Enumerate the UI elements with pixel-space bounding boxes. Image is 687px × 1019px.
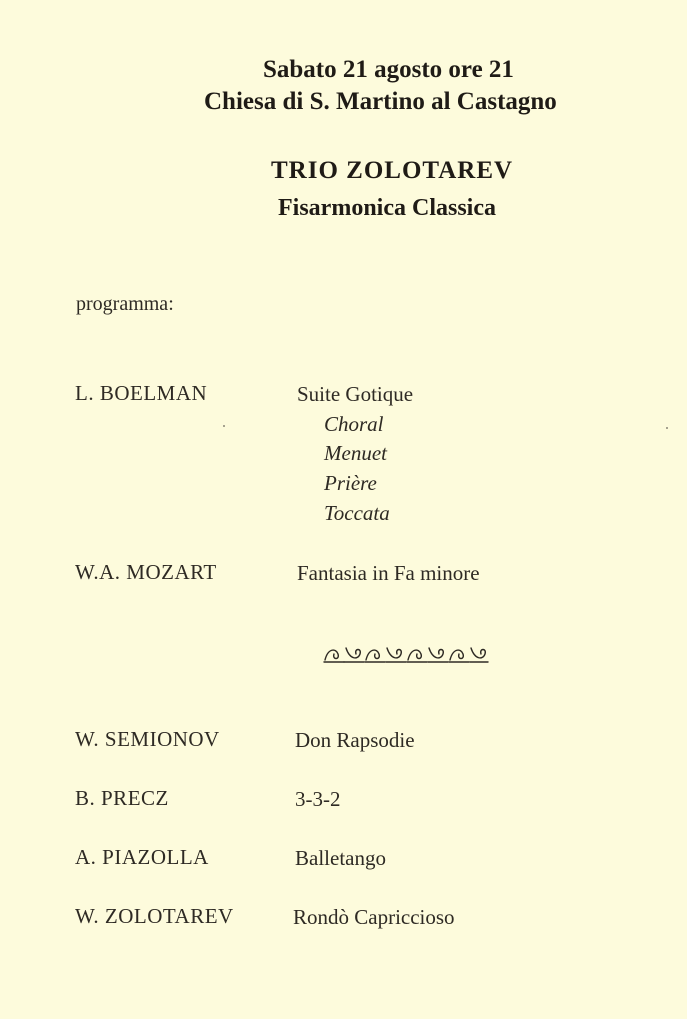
ensemble-subtitle: Fisarmonica Classica	[278, 195, 496, 221]
work-don-rapsodie: Don Rapsodie	[295, 728, 415, 752]
program-label: programma:	[76, 293, 174, 315]
composer-piazolla: A. PIAZOLLA	[75, 845, 209, 869]
work-suite-gotique: Suite Gotique	[297, 382, 414, 406]
work-fantasia: Fantasia in Fa minore	[297, 561, 480, 585]
movement-priere: Prière	[324, 471, 377, 495]
ensemble-name: TRIO ZOLOTAREV	[271, 157, 514, 184]
composer-semionov: W. SEMIONOV	[75, 727, 220, 751]
paper-speck	[666, 427, 668, 429]
movement-choral: Choral	[324, 412, 384, 436]
composer-precz: B. PRECZ	[75, 786, 169, 810]
work-balletango: Balletango	[295, 846, 386, 870]
work-3-3-2: 3-3-2	[295, 787, 341, 811]
composer-boelman: L. BOELMAN	[75, 381, 208, 405]
event-date: Sabato 21 agosto ore 21	[263, 56, 514, 83]
event-venue: Chiesa di S. Martino al Castagno	[204, 88, 557, 115]
paper-speck	[223, 425, 225, 427]
movement-toccata: Toccata	[324, 501, 390, 525]
work-rondo-capriccioso: Rondò Capriccioso	[293, 905, 455, 929]
composer-zolotarev: W. ZOLOTAREV	[75, 904, 234, 928]
composer-mozart: W.A. MOZART	[75, 560, 217, 584]
movement-menuet: Menuet	[324, 441, 387, 465]
vine-scroll-divider-icon	[322, 642, 490, 666]
